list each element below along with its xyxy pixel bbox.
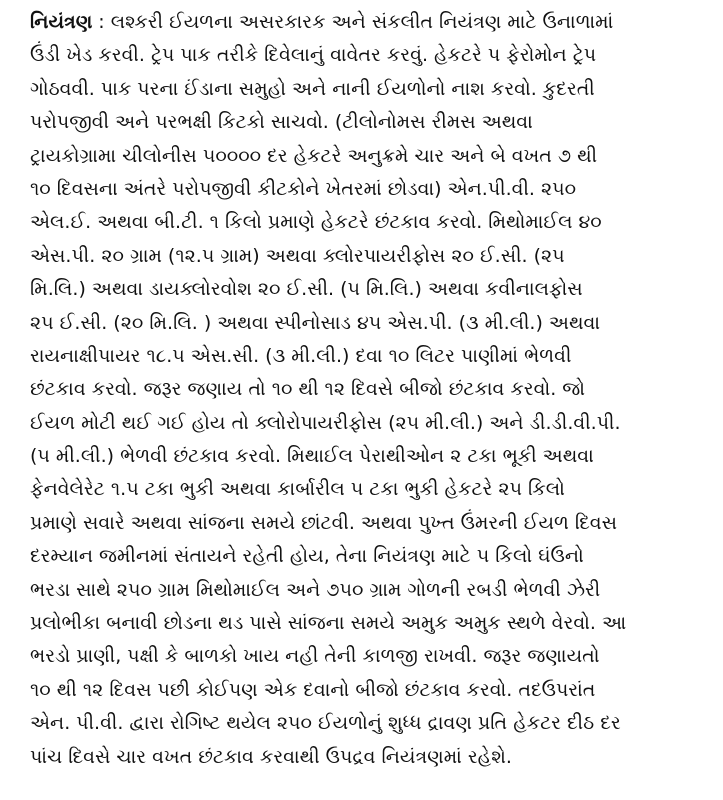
text-line: ઈયળ મોટી થઈ ગઈ હોય તો ક્લોરોપાયરીફોસ (૨૫ મી.લી.) અને ડી.ડી.વી.પી.: [30, 411, 621, 434]
text-line: ગોઠવવી. પાક પરના ઈંડાના સમુહો અને નાની ઈયળોનો નાશ કરવો. કુદરતી: [30, 77, 595, 100]
text-line: મિ.લિ.) અથવા ડાયક્લોરવોશ ૨૦ ઈ.સી. (૫ મિ.લિ.) અથવા કવીનાલફોસ: [30, 278, 583, 301]
text-line: એન. પી.વી. દ્વારા રોગિષ્ટ થયેલ ૨૫૦ ઈયળોનું શુધ્ધ દ્રાવણ પ્રતિ હેકટર દીઠ દર: [30, 712, 621, 735]
text-line: એલ.ઈ. અથવા બી.ટી. ૧ કિલો પ્રમાણે હેકટરે છંટકાવ કરવો. મિથોમાઈલ ૪૦: [30, 211, 602, 234]
text-line: રાયનાક્ષીપાયર ૧૮.૫ એસ.સી. (૩ મી.લી.) દવા ૧૦ લિટર પાણીમાં ભેળવી: [30, 344, 572, 367]
text-line: ૧૦ થી ૧૨ દિવસ પછી કોઈપણ એક દવાનો બીજો છંટકાવ કરવો. તદઉપરાંત: [30, 678, 596, 701]
text-line: પ્રમાણે સવારે અથવા સાંજના સમયે છાંટવી. અથવા પુખ્ત ઉંમરની ઈયળ દિવસ: [30, 511, 618, 534]
text-line: (૫ મી.લી.) ભેળવી છંટકાવ કરવો. મિથાઈલ પેરાથીઓન ૨ ટકા ભૂકી અથવા: [30, 445, 594, 468]
text-line: એસ.પી. ૨૦ ગ્રામ (૧૨.૫ ગ્રામ) અથવા ક્લોરપાયરીફોસ ૨૦ ઈ.સી. (૨૫: [30, 244, 565, 267]
label-separator: :: [92, 11, 111, 33]
text-line: છંટકાવ કરવો. જરૂર જણાય તો ૧૦ થી ૧૨ દિવસે બીજો છંટકાવ કરવો. જો: [30, 378, 586, 401]
paragraph: [30, 6, 720, 774]
text-line: ૧૦ દિવસના અંતરે પરોપજીવી કીટકોને ખેતરમાં છોડવા) એન.પી.વી. ૨૫૦: [30, 177, 577, 200]
text-line: ઉંડી ખેડ કરવી. ટ્રેપ પાક તરીકે દિવેલાનું વાવેતર કરવું. હેકટરે પ ફેરોમોન ટ્રેપ: [30, 44, 597, 67]
text-line: પરોપજીવી અને પરભક્ષી કિટકો સાચવો. (ટીલોનોમસ રીમસ અથવા: [30, 111, 533, 134]
text-line: પાંચ દિવસે ચાર વખત છંટકાવ કરવાથી ઉપદ્રવ નિયંત્રણમાં રહેશે.: [30, 745, 512, 768]
text-line: ભરડા સાથે ૨૫૦ ગ્રામ મિથોમાઈલ અને ૭૫૦ ગ્રામ ગોળની રબડી ભેળવી ઝેરી: [30, 578, 601, 601]
text-line: ટ્રાયકોગ્રામા ચીલોનીસ ૫૦૦૦૦ દર હેકટરે અનુક્રમે ચાર અને બે વખત ૭ થી: [30, 144, 598, 167]
text-line: પ્રલોભીકા બનાવી છોડના થડ પાસે સાંજના સમયે અમુક અમુક સ્થળે વેરવો. આ: [30, 612, 627, 635]
text-line-1-rest: લશ્કરી ઈયળના અસરકારક અને સંકલીત નિયંત્રણ માટે ઉનાળામાં: [110, 11, 614, 33]
section-label: નિયંત્રણ: [30, 11, 93, 33]
text-line: ૨૫ ઈ.સી. (૨૦ મિ.લિ. ) અથવા સ્પીનોસાડ ૪૫ એસ.પી. (૩ મી.લી.) અથવા: [30, 311, 601, 334]
text-line: ફેનવેલેરેટ ૧.૫ ટકા ભુકી અથવા કાર્બારીલ ૫ ટકા ભુકી હેકટરે ૨૫ કિલો: [30, 478, 565, 501]
text-line: ભરડો પ્રાણી, પક્ષી કે બાળકો ખાય નહી તેની કાળજી રાખવી. જરૂર જણાયતો: [30, 645, 600, 668]
text-line: દરમ્યાન જમીનમાં સંતાયને રહેતી હોય, તેના નિયંત્રણ માટે ૫ કિલો ઘંઉનો: [30, 545, 584, 568]
text-line-1: [30, 6, 720, 39]
